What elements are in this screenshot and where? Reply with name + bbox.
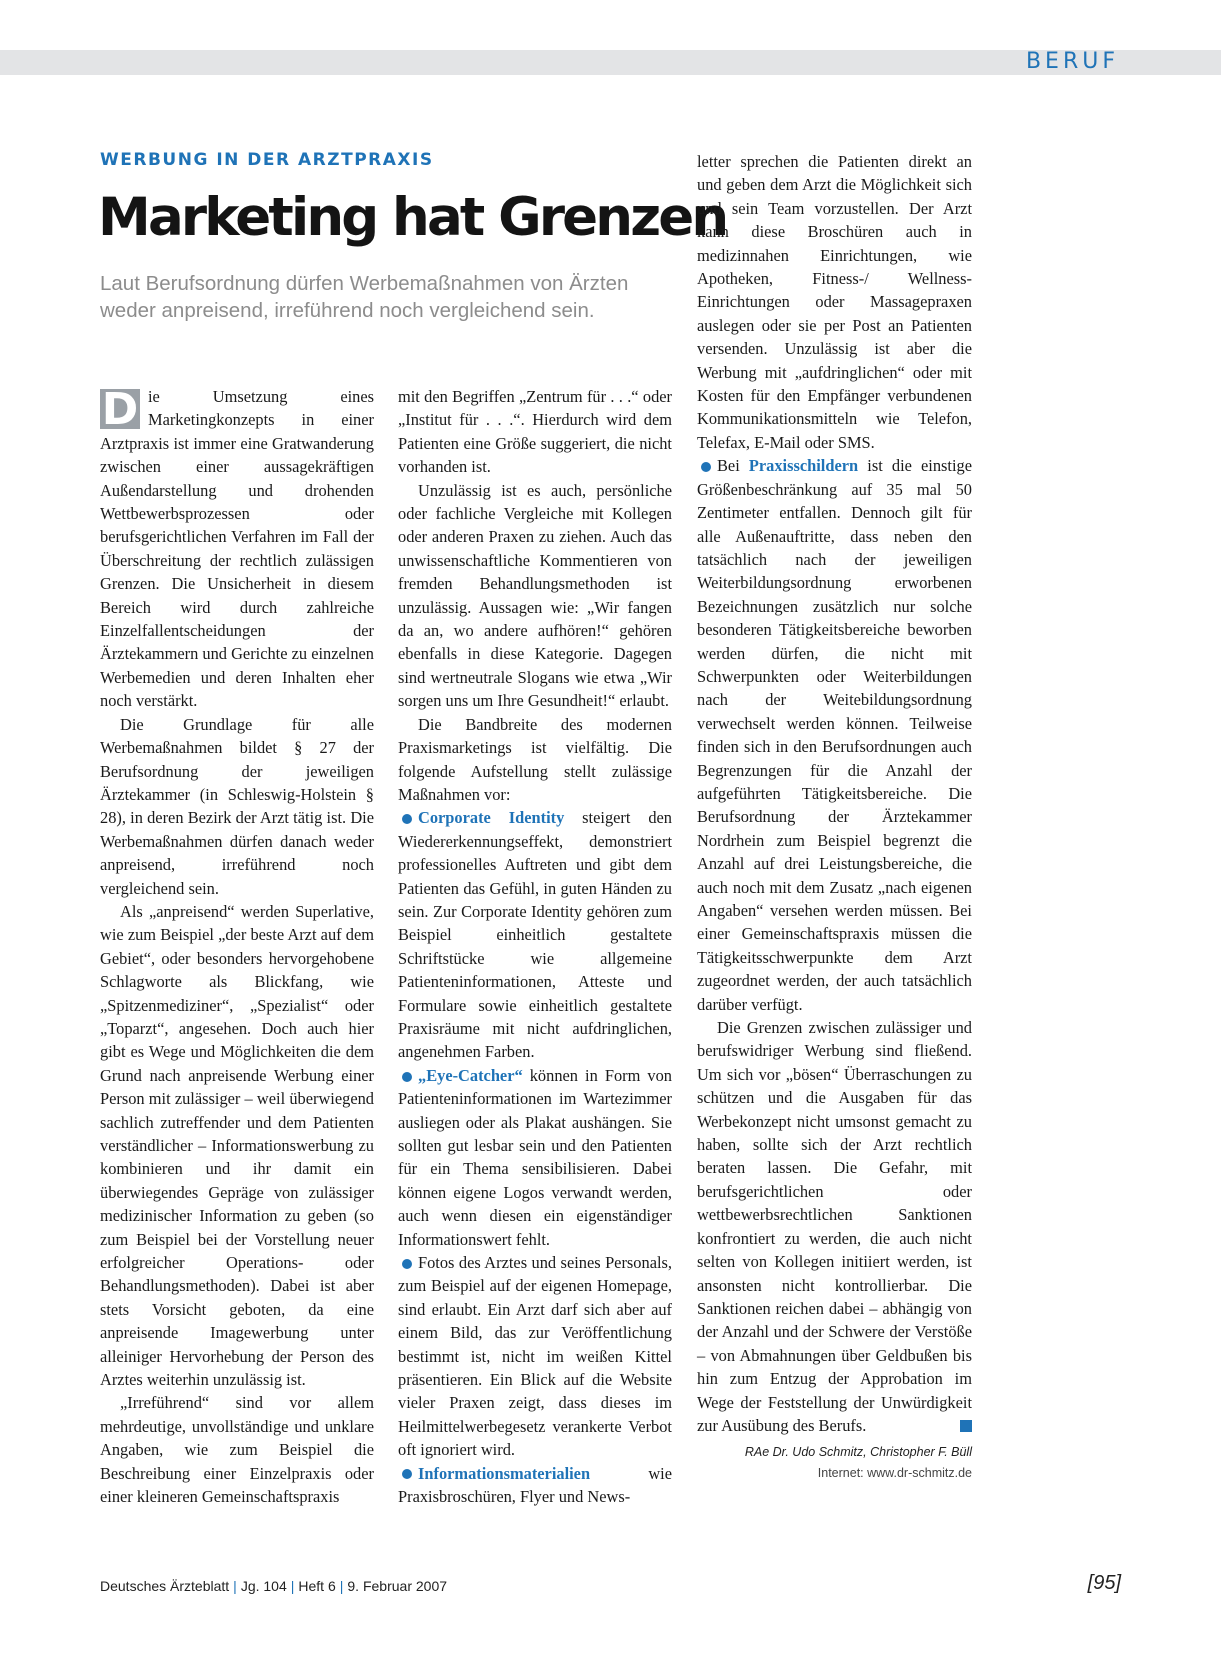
bullet-icon <box>402 1259 412 1269</box>
bullet-text: wie Praxisbroschüren, Flyer und News- <box>398 1463 672 1507</box>
author-line: RAe Dr. Udo Schmitz, Christopher F. Büll <box>744 1445 972 1460</box>
issue-date: 9. Februar 2007 <box>347 1578 448 1594</box>
bullet-text: ist die einstige Größenbeschränkung auf 35 mal 50 Zentimeter entfallen. Dennoch gilt für alle Außenauftritte, dass neben den tatsächlich nach der jeweiligen Weiterbildungsordnung erworbenen Bezeichnungen zusätzlich nur solche besonderen Tätigkeitsbereiche beworben werden dürfen, die nicht mit Schwerpunkten oder Weiterbildungen nach der Weitebildungsordnung verwechselt werden können. Teilweise finden sich in den Berufsordnungen auch Begrenzungen für die Anzahl der aufgeführten Tätigkeitsbereiche. Die Berufsordnung der Ärztekammer Nordrhein zum Beispiel begrenzt die Anzahl auf drei Leistungsbereiche, die auch noch mit dem Zusatz „nach eigenen Angaben“ versehen werden müssen. Bei einer Gemeinschaftspraxis müssen die Tätigkeitsschwerpunkte dem Arzt zugeordnet werden, der auch tatsächlich darüber verfügt. <box>697 456 972 1014</box>
paragraph: Als „anpreisend“ werden Superlative, wie zum Beispiel „der beste Arzt auf dem Gebiet“, oder besonders hervorgehobene Schlagworte als Blickfang, wie „Spitzenmediziner“, „Spezialist“ oder „Toparzt“, angesehen. Doch auch hier gibt es Wege und Möglichkeiten die dem Grund nach anpreisende Werbung einer Person mit zulässiger – weil überwiegend sachlich zutreffender und dem Patienten verständlicher – Informationswerbung zu kombinieren und ihr damit ein überwiegendes Gepräge von zulässiger medizinischer Information zu geben (so zum Beispiel bei der Vorstellung neuer erfolgreicher Operations- oder Behandlungsmethoden). Dabei ist aber stets Vorsicht geboten, da eine anpreisende Imagewerbung unter alleiniger Hervorhebung der Person des Arztes weiterhin unzulässig ist. <box>100 901 374 1390</box>
headline: Marketing hat Grenzen <box>98 187 727 248</box>
paragraph <box>100 385 374 713</box>
bullet-icon <box>701 462 711 472</box>
bullet-text: können in Form von Patienteninformationen im Wartezimmer ausliegen oder als Plakat aushängen. Sie sollten gut lesbar sein und den Patienten für ein Thema sensibilisieren. Dabei können eigene Logos verwandt werden, auch wenn diesen ein eigenständiger Informationswert fehlt. <box>398 1065 672 1249</box>
paragraph: Die Bandbreite des modernen Praxismarketings ist vielfältig. Die folgende Aufstellung stellt zulässige Maßnahmen vor: <box>398 714 672 804</box>
bullet-icon <box>402 1469 412 1479</box>
volume: Jg. 104 <box>240 1578 287 1594</box>
highlight-term: Praxisschildern <box>748 456 859 476</box>
website-line: Internet: www.dr-schmitz.de <box>817 1466 972 1481</box>
bullet-lead: Bei <box>717 456 749 476</box>
section-label: BERUF <box>1025 49 1119 74</box>
bullet-item <box>398 1064 672 1251</box>
bullet-text: Fotos des Arztes und seines Personals, zum Beispiel auf der eigenen Homepage, sind erlaubt. Ein Arzt darf sich aber auf einem Bild, das zur Veröffentlichung bestimmt ist, nicht im weißen Kittel präsentieren. Ein Blick auf die Website vieler Praxen zeigt, dass dieses im Heilmittelwerbegesetz verankerte Verbot oft ignoriert wird. <box>398 1253 672 1460</box>
bullet-icon <box>402 1072 412 1082</box>
kicker: WERBUNG IN DER ARZTPRAXIS <box>100 150 434 170</box>
bullet-item <box>398 806 672 1063</box>
journal-name: Deutsches Ärzteblatt <box>100 1578 230 1594</box>
highlight-term: Corporate Identity <box>418 808 565 828</box>
paragraph: Unzulässig ist es auch, persönliche oder fachliche Vergleiche mit Kollegen oder anderen Praxen zu ziehen. Auch das unwissenschaftliche Kommentieren von fremden Behandlungsmethoden ist unzulässig. Aussagen wie: „Wir fangen da an, wo andere aufhören!“ gehören ebenfalls in diese Kategorie. Dagegen sind wertneutrale Slogans wie etwa „Wir sorgen uns um Ihre Gesundheit!“ erlaubt. <box>398 480 672 711</box>
paragraph: mit den Begriffen „Zentrum für . . .“ oder „Institut für . . .“. Hierdurch wird dem Patienten eine Größe suggeriert, die nicht vorhanden ist. <box>398 387 672 477</box>
paragraph: „Irreführend“ sind vor allem mehrdeutige, unvollständige und unklare Angaben, wie zum Beispiel die Beschreibung einer Einzelpraxis oder einer kleineren Gemeinschaftspraxis <box>100 1393 374 1507</box>
end-mark-icon <box>960 1420 972 1432</box>
separator: | <box>233 1578 237 1594</box>
column-2 <box>398 385 672 1509</box>
separator: | <box>290 1578 295 1594</box>
bullet-text: steigert den Wiedererkennungseffekt, demonstriert professionelles Auftreten und gibt dem Patienten das Gefühl, in guten Händen zu sein. Zur Corporate Identity gehören zum Beispiel einheitlich gestaltete Schriftstücke wie allgemeine Patienteninformationen, Atteste und Formulare sowie einheitlich gestaltete Praxisräume mit nicht aufdringlichen, angenehmen Farben. <box>398 808 672 1062</box>
lede: Laut Berufsordnung dürfen Werbemaßnahmen von Ärzten weder anpreisend, irreführend noch vergleichend sein. <box>100 272 629 322</box>
paragraph <box>697 1016 972 1437</box>
issue: Heft 6 <box>298 1578 336 1594</box>
separator: | <box>339 1578 344 1594</box>
bullet-item <box>398 1462 672 1509</box>
highlight-term: „Eye-Catcher“ <box>418 1065 523 1085</box>
paragraph-text: ie Umsetzung eines Marketingkonzepts in einer Arztpraxis ist immer eine Gratwanderung zwischen einer aussagekräftigen Außendarstellung und drohenden Wettbewerbsprozessen oder berufsgerichtlichen Verfahren im Fall der Überschreitung der rechtlich zulässigen Grenzen. Die Unsicherheit in diesem Bereich wird durch zahlreiche Einzelfallentscheidungen der Ärztekammern und Gerichte zu einzelnen Werbemedien und deren Inhalten eher noch verstärkt. <box>100 387 374 711</box>
paragraph: Die Grundlage für alle Werbemaßnahmen bildet § 27 der Berufsordnung der jeweiligen Ärztekammer (in Schleswig-Holstein § 28), in deren Bezirk der Arzt tätig ist. Die Werbemaßnahmen dürfen danach weder anpreisend, irreführend noch vergleichend sein. <box>100 714 374 898</box>
drop-cap: D <box>101 384 139 435</box>
bullet-item <box>398 1251 672 1462</box>
column-1 <box>100 385 374 1509</box>
bullet-icon <box>402 814 412 824</box>
bullet-item <box>697 454 972 1016</box>
highlight-term: Informationsmaterialien <box>418 1463 591 1483</box>
paragraph: letter sprechen die Patienten direkt an und geben dem Arzt die Möglichkeit sich und sein Team vorzustellen. Der Arzt kann diese Broschüren auch in medizinnahen Einrichtungen, wie Apotheken, Fitness-/ Wellness-Einrichtungen oder Massagepraxen auslegen oder sie per Post an Patienten versenden. Unzulässig ist aber die Werbung mit „aufdringlichen“ oder mit Kosten für den Empfänger verbundenen Kommunikationsmitteln wie Telefon, Telefax, E-Mail oder SMS. <box>697 152 972 452</box>
footer <box>100 1578 447 1594</box>
paragraph-text: Die Grenzen zwischen zulässiger und berufswidriger Werbung sind fließend. Um sich vor „bösen“ Überraschungen zu schützen und die Ausgaben für das Werbekonzept nicht umsonst gemacht zu haben, sollte sich der Arzt rechtlich beraten lassen. Die Gefahr, mit berufsgerichtlichen oder wettbewerbsrechtlichen Sanktionen konfrontiert zu werden, die auch nicht selten von Kollegen initiiert werden, ist ansonsten nicht kontrollierbar. Die Sanktionen reichen dabei – abhängig von der Anzahl und der Schwere der Verstöße – von Abmahnungen über Geldbußen bis hin zum Entzug der Approbation im Wege der Feststellung der Unwürdigkeit zur Ausübung des Berufs. <box>697 1018 972 1435</box>
page-number: [95] <box>1087 1572 1121 1594</box>
column-3 <box>697 150 972 1483</box>
